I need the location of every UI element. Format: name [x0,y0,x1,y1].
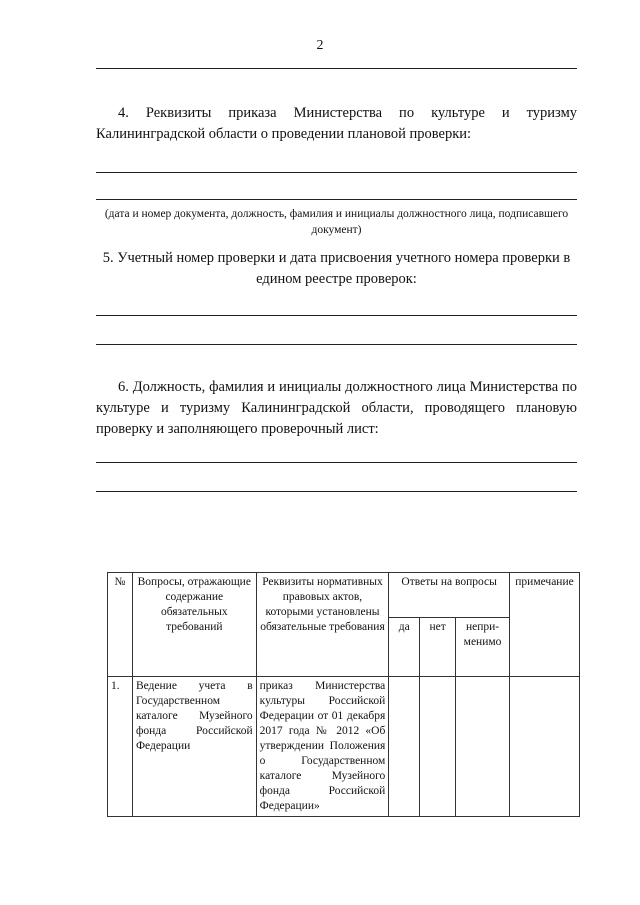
row-answer-yes[interactable] [389,677,420,817]
header-answers: Ответы на вопросы [389,573,510,618]
page-number: 2 [316,38,324,53]
section-4-blank-line-2 [96,199,577,200]
top-rule [96,68,577,69]
table-header-row [108,573,580,618]
section-6-blank-line-2 [96,491,577,492]
checklist-table [107,572,580,817]
section-5-heading: 5. Учетный номер проверки и дата присвоения учетного номера проверки в едином реестре проверок: [102,250,571,287]
section-4-caption: (дата и номер документа, должность, фамилия и инициалы должностного лица, подписавшего документ) [104,208,569,236]
section-6-blank-line-1 [96,462,577,463]
header-questions: Вопросы, отражающие содержание обязательных требований [132,573,256,677]
section-4-heading: 4. Реквизиты приказа Министерства по культуре и туризму Калининградской области о проведении плановой проверки: [96,105,577,142]
row-requisite: приказ Министерства культуры Российской Федерации от 01 декабря 2017 года № 2012 «Об утверждении Положения о Государственном каталоге Музейного фонда Российской Федерации» [256,677,389,817]
header-yes: да [389,618,420,677]
section-5-blank-line-2 [96,344,577,345]
section-4-blank-line-1 [96,172,577,173]
section-6-heading: 6. Должность, фамилия и инициалы должностного лица Министерства по культуре и туризму Калининградской области, проводящего плановую проверку и заполняющего проверочный лист: [96,379,577,437]
header-not-applicable: непри-менимо [456,618,510,677]
header-note: примечание [510,573,580,677]
header-num: № [108,573,133,677]
row-note[interactable] [510,677,580,817]
table-row [108,677,580,817]
row-num: 1. [108,677,133,817]
header-requisites: Реквизиты нормативных правовых актов, которыми установлены обязательные требования [256,573,389,677]
header-no: нет [420,618,456,677]
row-answer-no[interactable] [420,677,456,817]
row-question: Ведение учета в Государственном каталоге Музейного фонда Российской Федерации [132,677,256,817]
row-answer-not-applicable[interactable] [456,677,510,817]
section-5-blank-line-1 [96,315,577,316]
